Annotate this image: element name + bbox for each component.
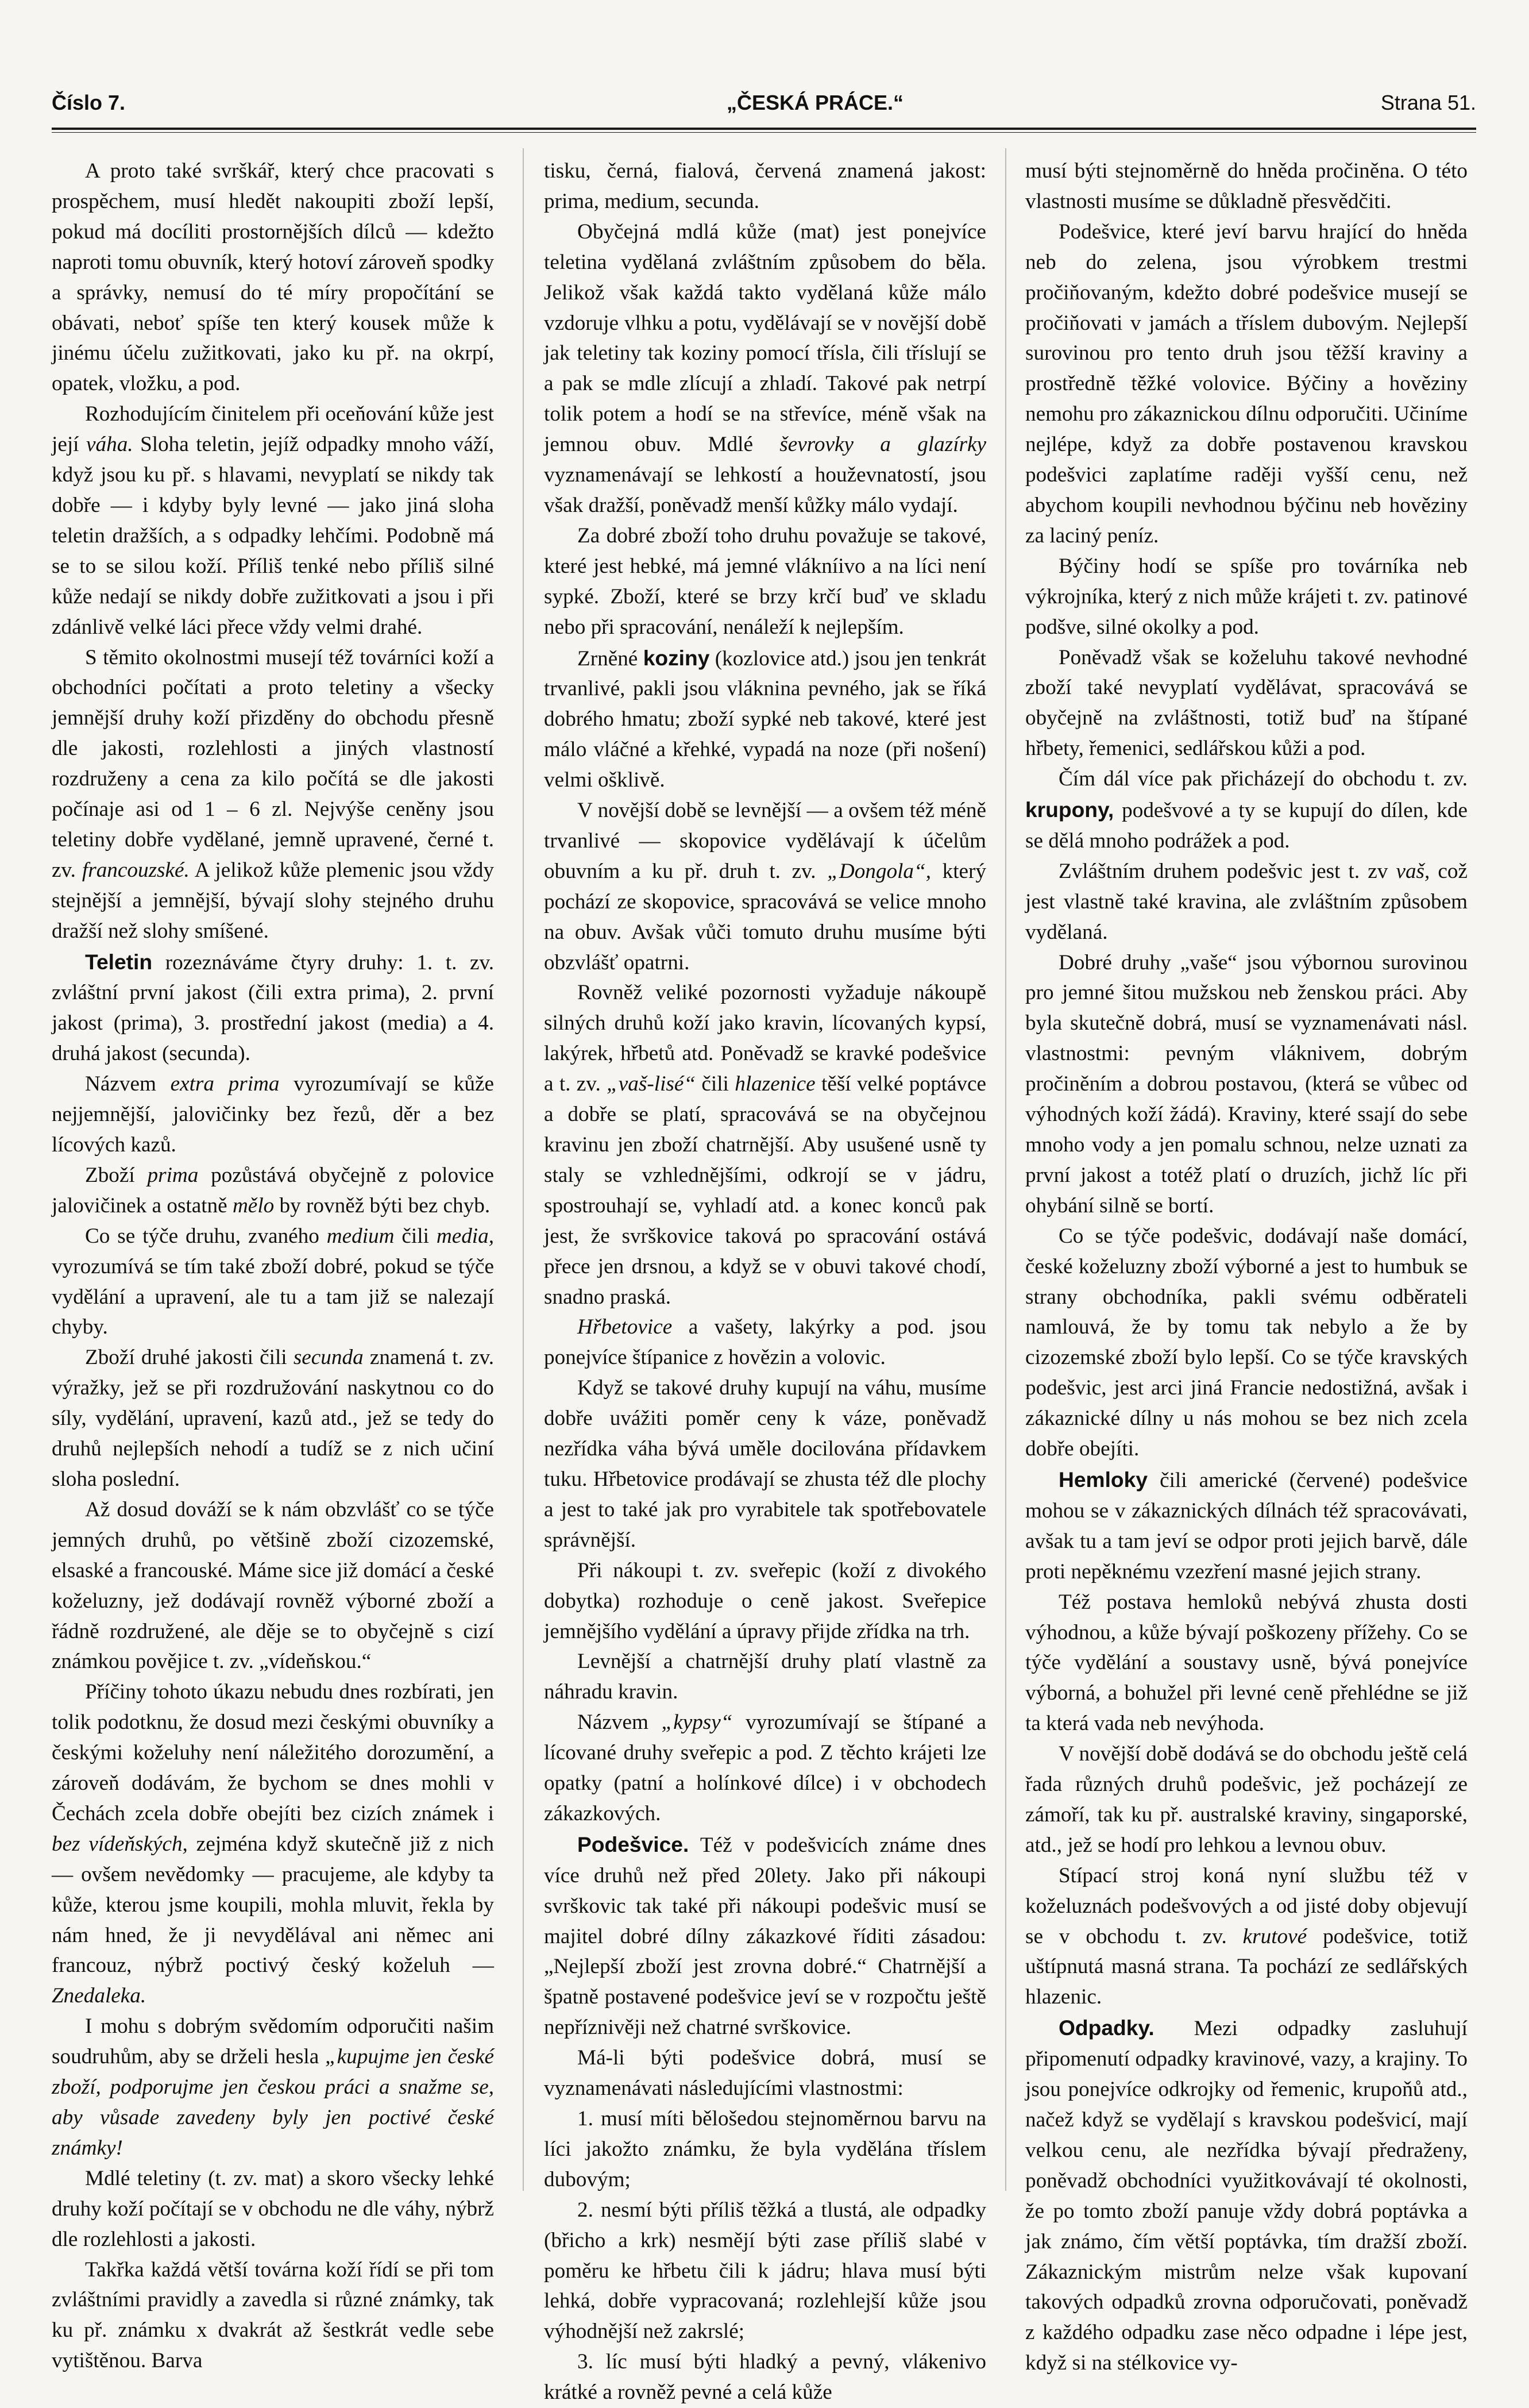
text: A jelikož kůže plemenic jsou vždy stejnější a jemnější, bývají slohy stejného druhu dražší než slohy smíšené.: [52, 858, 494, 943]
text: čili: [701, 1072, 729, 1096]
paragraph: [1025, 1588, 1468, 1740]
text: vyznamenávají se lehkostí a houževnatostí, jsou však dražší, poněvadž menší kůžky málo vydají.: [544, 463, 986, 517]
paragraph: [1025, 217, 1468, 552]
text: Až dosud dováží se k nám obzvlášť co se týče jemných druhů, po většině zboží cizozemské, elsaské a francouské. Máme sice již domácí a české koželuzny, jež dodávají rovněž výborné zboží a řádně rozdružené, ale děje se to obyčejně s cizí známkou povějice t. zv. „vídeňskou.“: [52, 1497, 494, 1674]
paragraph: [544, 978, 986, 1312]
header-rule-thin: [52, 132, 1476, 133]
text: znamená t. zv. výražky, jež se při rozdružování naskytnou co do síly, vydělání, upravení, kazů atd., jež se tedy do druhů nejlepších nehodí a tudíž se z nich učiní sloha poslední.: [52, 1346, 494, 1491]
text: podešvové a ty se kupují do dílen, kde se dělá mnoho podrážek a pod.: [1025, 799, 1468, 853]
italic-term: secunda: [293, 1346, 364, 1370]
text: tisku, černá, fialová, červená znamená jakost: prima, medium, secunda.: [544, 159, 986, 213]
text: musí býti stejnoměrně do hněda pročiněna. O této vlastnosti musíme se důkladně přesvědčiti.: [1025, 159, 1468, 213]
text: Takřka každá větší továrna koží řídí se při tom zvláštními pravidly a zavedla si různé známky, tak ku př. známku x dvakrát až šestkrát vedle sebe vytištěnou. Barva: [52, 2257, 494, 2373]
paragraph: [544, 796, 986, 978]
paragraph: [52, 2012, 494, 2164]
text: rozeznáváme čtyry druhy: 1. t. zv. zvláštní první jakost (čili extra prima), 2. první jakost (prima), 3. prostřední jakost (media) a 4. druhá jakost (secunda).: [52, 950, 495, 1066]
section-lead: koziny: [643, 645, 710, 670]
text: Poněvadž však se koželuhu takové nevhodné zboží také nevyplatí vydělávat, spracovává se obyčejně na zvláštnosti, totiž buď na štípané hřbety, řemenici, sedlářskou kůži a pod.: [1025, 645, 1468, 761]
text: Má-li býti podešvice dobrá, musí se vyznamenávati následujícími vlastnostmi:: [544, 2046, 986, 2101]
italic-term: Znedaleka.: [52, 1984, 146, 2008]
paragraph: [52, 399, 494, 642]
text: Když se takové druhy kupují na váhu, musíme dobře uvážiti poměr ceny k váze, poněvadž nezřídka váha bývá uměle docilována přídavkem tuku. Hřbetovice prodávají se zhusta též dle plochy a jest to také jak pro vyrabitele tak spotřebovatele správnější.: [544, 1376, 986, 1552]
paragraph: [1025, 857, 1468, 948]
text: 3. líc musí býti hladký a pevný, vlákenivo krátké a rovněž pevné a celá kůže: [544, 2350, 986, 2405]
paragraph: [52, 1222, 494, 1343]
paragraph: [1025, 643, 1468, 765]
column-1: [52, 156, 495, 2373]
column-2: [544, 156, 987, 2405]
paragraph: [544, 2104, 986, 2195]
text: Zboží druhé jakosti čili: [85, 1346, 287, 1370]
paragraph: [1025, 764, 1468, 857]
text: těší velké poptávce a dobře se platí, spracovává se na obyčejnou kravinu jen zboží chatrnější. Aby usušené usně ty staly se vzhlednějšími, odkrojí se v jádru, spostrouhají se, vyhladí atd. a konec konců pak jest, že svrškovice taková po spracování ostává přece jen drsnou, a když se v obuvi takové chodí, snadno praská.: [544, 1072, 987, 1309]
paragraph: [1025, 552, 1468, 643]
text: vyrozumívá se tím také zboží dobré, pokud se týče vydělání a upravení, ale tu a tam již se nalezají chyby.: [52, 1254, 494, 1339]
italic-term: Hřbetovice: [577, 1315, 673, 1339]
text: Zboží: [85, 1163, 135, 1187]
paragraph: [1025, 2013, 1468, 2379]
text: (kozlovice atd.) jsou jen tenkrát trvanlivé, pakli jsou vláknina pevného, jak se říká dobrého hmatu; zboží sypké neb takové, které jest málo vláčné a křehké, vypadá na noze (při nošení) velmi ošklivě.: [544, 646, 986, 792]
paragraph: [544, 521, 986, 643]
italic-term: ševrovky a glazírky: [779, 433, 987, 457]
text: což jest vlastně také kravina, ale zvláštním způsobem vydělaná.: [1025, 859, 1468, 944]
italic-term: krutové: [1242, 1924, 1307, 1948]
section-lead: Podešvice.: [577, 1832, 689, 1856]
page-number: Strana 51.: [1380, 91, 1476, 114]
issue-number: Číslo 7.: [52, 91, 126, 114]
text: Mdlé: [708, 433, 753, 457]
text: Při nákoupi t. zv. svеřepic (koží z divokého dobytka) rozhoduje o ceně jakost. Svеřepice jemnějšího vydělání a úpravy přijde zřídka na trh.: [544, 1558, 986, 1643]
text: 2. nesmí býti příliš těžká a tlustá, ale odpadky (břicho a krk) nesmějí býti zase příliš slabé v poměru ke hřbetu čili k jádru; hlava musí býti lehká, dobře vypracovaná; rozlehlejší kůže jsou výhodnější než zakrslé;: [544, 2198, 986, 2344]
italic-term: bez vídeňských,: [52, 1832, 188, 1856]
column-divider-1: [523, 148, 524, 2191]
text: Levnější a chatrnější druhy platí vlastně za náhradu kravin.: [544, 1650, 986, 1704]
italic-term: „Dongola“,: [827, 859, 931, 883]
italic-term: media,: [436, 1224, 495, 1248]
paragraph: [544, 2347, 986, 2408]
italic-term: francouzské.: [82, 858, 190, 882]
text: Mdlé teletiny (t. zv. mat) a skoro všecky lehké druhy koží počítají se v obchodu ne dle váhy, nýbrž dle rozlehlosti a jakosti.: [52, 2166, 494, 2251]
paragraph: [544, 1829, 986, 2043]
text: Dobré druhy „vaše“ jsou výbornou surovinou pro jemné šitou mužskou neb ženskou práci. Aby byla skutečně dobrá, musí se vyznamenávati násl. vlastnostmi: pevným vláknivem, dobrým pročiněním a dobrou postavou, (která se vůbec od výhodných koží žádá). Kraviny, které ssají do sebe mnoho vody a jen pomalu schnou, nelze uznati za první jakost a totéž platí o druzích, jichž líc při ohybání silně se bortí.: [1025, 950, 1468, 1218]
header-rule-thick: [52, 128, 1476, 130]
text: Co se týče podešvic, dodávají naše domácí, české koželuzny zboží výborné a jest to humbuk se strany obchodníka, pakli svému odběrateli namlouvá, že by tomu tak nebylo a že by cizozemské zboží bylo lepší. Co se týče kravských podešvic, jest arci jiná Francie nedostižná, avšak i zákaznické dílny u nás mohou se bez nich zcela dobře obejíti.: [1025, 1224, 1468, 1461]
text: Též postava hemloků nebývá zhusta dosti výhodnou, a kůže bývají poškozeny přížehy. Co se týče vydělání a soustavy usně, bývá ponejvíce výborná, a bohužel při levné ceně přehlédne se již ta která vada neb nevýhoda.: [1025, 1590, 1468, 1736]
italic-term: „kypsy“: [661, 1710, 733, 1735]
paragraph: [52, 1069, 494, 1161]
text: Čím dál více pak přicházejí do obchodu t. zv.: [1059, 767, 1468, 791]
text: Obyčejná mdlá kůže (mat) jest ponejvíce teletina vydělaná zvláštním způsobem do běla. Jelikož však každá takto vydělaná kůže málo vzdoruje vlhku a potu, vydělávají se v novější době jak teletiny tak koziny pomocí třísla, čili tříslují se a pak se mdle zlícují a zhladí. Takové pak netrpí tolik potem a hodí se na střevíce, méně však na jemnou obuv.: [544, 219, 986, 457]
paragraph: [544, 1708, 986, 1829]
italic-term: vaš,: [1396, 859, 1430, 883]
text: čili: [401, 1224, 429, 1248]
italic-term: hlazenice: [735, 1072, 816, 1096]
text: podešvice, totiž uštípnutá masná strana. Ta pochází ze sedlářských hlazenic.: [1025, 1924, 1468, 2009]
section-lead: Teletin: [85, 949, 153, 974]
column-divider-2: [1005, 148, 1006, 2191]
column-3: [1025, 156, 1468, 2375]
text: a vašety, lakýrky a pod. jsou ponejvíce štípanice z hovězin a volovic.: [544, 1315, 987, 1370]
paragraph: [544, 1647, 986, 1708]
paragraph: [544, 1312, 986, 1373]
paragraph: [544, 2195, 986, 2348]
paragraph: [544, 2043, 986, 2104]
italic-term: prima: [147, 1163, 199, 1187]
text: Co se týče druhu, zvaného: [85, 1224, 319, 1248]
paragraph: [544, 217, 986, 521]
paragraph: [1025, 1222, 1468, 1465]
text: Názvem: [577, 1710, 648, 1735]
italic-term: váha.: [86, 433, 133, 457]
section-lead: krupony,: [1025, 797, 1114, 822]
paragraph: [52, 1677, 494, 2012]
paragraph: [544, 1556, 986, 1647]
paragraph: [52, 947, 494, 1070]
text: čili americké (červené) podešvice mohou se v zákaznických dílnách též spracovávati, avšak tu a tam jeví se odpor proti jejich barvě, dále proti nepěknému vzezření masné jejich strany.: [1025, 1468, 1468, 1583]
text: V novější době se levnější — a ovšem též méně trvanlivé — skopovice vydělávají k účelům obuvním a ku př. druh t. zv.: [544, 799, 986, 883]
italic-term: mělo: [232, 1193, 275, 1218]
paragraph: [1025, 156, 1468, 217]
text: S těmito okolnostmi musejí též továrníci koží a obchodníci počítati a proto teletiny a všecky jemnější druhy koží přizděny do obchodu přesně dle jakosti, rozlehlosti a jiných vlastností rozdruženy a cena za kilo počítá se dle jakosti počínaje asi od 1 – 6 zl. Nejvýše ceněny jsou teletiny dobře vydělané, jemně upravené, černé t. zv.: [52, 645, 494, 882]
section-lead: Odpadky.: [1059, 2016, 1155, 2040]
italic-term: „vaš-lisé“: [607, 1072, 696, 1096]
text: Příčiny tohoto úkazu nebudu dnes rozbírati, jen tolik podotknu, že dosud mezi českými obuvníky a českými koželuhy není náležitého dorozumění, a zároveň dodávám, že bychom se dnes mohli v Čechách zcela dobře obejíti bez cizích známek i: [52, 1680, 494, 1825]
page-header: [52, 91, 1476, 125]
text: který pochází ze skopovice, spracovává se velice mnoho na obuv. Avšak vůči tomuto druhu musíme býti obzvlášť opatrni.: [544, 859, 987, 974]
italic-term: extra prima: [170, 1072, 280, 1096]
text: Názvem: [85, 1072, 156, 1096]
paragraph: [544, 643, 986, 796]
text: Rovněž veliké pozornosti vyžaduje nákoupě silných druhů koží jako kravin, lícovaných kypsí, lakýrek, hřbetů atd. Poněvadž se kravké podešvice a t. zv.: [544, 981, 986, 1096]
text: A proto také svrškář, který chce pracovati s prospěchem, musí hledět nakoupiti zboží lepší, pokud má docíliti prostornějších dílců — kdežto naproti tomu obuvník, který hotoví zároveň spodky a správky, nemusí do té míry propočítání se obávati, neboť spíše ten který kousek může k jinému účelu zužitkovati, jako ku př. na okrpí, opatek, vložku, a pod.: [52, 159, 494, 396]
paragraph: [544, 156, 986, 217]
text: Též v podešvicích známe dnes více druhů než před 20lety. Jako při nákoupi svrškovic tak také při nákoupi podešvic musí se majitel dobré dílny zákazkové říditi zásadou: „Nejlepší zboží jest zrovna dobré.“ Chatrnější a špatně postavené podešvice jeví se v rozpočtu ještě nepříznivěji než chatrné svrškovice.: [544, 1833, 986, 2040]
text: Zvláštním druhem podešvic jest t. zv: [1059, 859, 1388, 883]
text: vyrozumívají se štípané a lícované druhy svеřepic a pod. Z těchto krájeti lze opatky (patní a holínkové dílce) i v obchodech zákazkových.: [544, 1710, 986, 1825]
text: Býčiny hodí se spíše pro továrníka neb výkrojníka, který z nich může krájeti t. zv. patinové podšve, silné okolky a pod.: [1025, 554, 1468, 639]
text: Podešvice, které jeví barvu hrající do hněda neb do zelena, jsou výrobkem trestmi pročiňovaným, kdežto dobré podešvice musejí se pročiňovati v jamách a tříslem dubovým. Nejlepší surovinou pro tento druh jsou těžší kraviny a prostředně těžké volovice. Býčiny a hověziny nemohu pro zákaznickou dílnu odporučiti. Učiníme nejlépe, když za dobře postavenou kravskou podešvici zaplatíme raději vyšší cenu, než abychom koupili nevhodnou býčinu neb hověziny za laciný peníz.: [1025, 219, 1468, 548]
paragraph: [52, 1161, 494, 1222]
paragraph: [52, 2164, 494, 2255]
text: Sloha teletin, jejíž odpadky mnoho váží, když jsou ku př. s hlavami, nevyplatí se nikdy tak dobře — i kdyby byly levné — jako jiná sloha teletin dražších, a s odpadky lehčími. Podobně má se to se silou koží. Příliš tenké nebo příliš silné kůže nedají se nikdy dobře zužitkovati a jsou i při zdánlivě velké láci přece vždy velmi drahé.: [52, 433, 495, 639]
text: V novější době dodává se do obchodu ještě celá řada různých druhů podešvic, jež pocházejí ze zámoří, tak ku př. australské kraviny, singaporské, atd., jež se hodí pro lehkou a levnou obuv.: [1025, 1742, 1468, 1857]
paragraph: [52, 1343, 494, 1495]
text: Stípací stroj koná nyní službu též v koželuznách podešvových a od jisté doby objevují se v obchodu t. zv.: [1025, 1863, 1468, 1948]
text: zejména když skutečně již z nich — ovšem nevědomky — pracujeme, ale kdyby ta kůže, kterou jsme koupili, mohla mluvit, řekla by nám hned, že ji nevydělával ani němec ani francouz, nýbrž poctivý český koželuh —: [52, 1832, 495, 1978]
paragraph: [52, 2255, 494, 2377]
italic-slogan: „kupujme jen české zboží, podporujme jen českou práci a snažme se, aby vůsade zavedeny byly jen poctivé české známky!: [52, 2045, 494, 2160]
text: vyrozumívají se kůže nejjemnější, jalovičinky bez řezů, děr a bez lícových kazů.: [52, 1072, 494, 1157]
text: by rovněž býti bez chyb.: [279, 1193, 491, 1218]
paragraph: [52, 643, 494, 947]
paragraph: [544, 1373, 986, 1555]
text: Za dobré zboží toho druhu považuje se takové, které jest hebké, má jemné vlákníivo a na líci není sypké. Zboží, které se brzy krčí buď ve skladu nebo při spracování, nenáleží k nejlepším.: [544, 523, 986, 639]
italic-term: medium: [326, 1224, 395, 1248]
paragraph: [52, 1495, 494, 1677]
text: Mezi odpadky zasluhují připomenutí odpadky kravinové, vazy, a krajiny. To jsou ponejvíce odkrojky od řemenic, krupoňů atd., načež když se vydělají s kravskou podešvicí, mají velkou cenu, ale nezřídka bývají předraženy, poněvadž obchodníci využitkovávají té okolnosti, že po tomto zboží panuje vždy dobrá poptávka a jak známo, čím větší poptávka, tím dražší zboží. Zákaznickým mistrům nelze však kupovaní takových odpadků zrovna odporučovati, poněvadž z každého odpadku zase něco odpadne i lépe jest, když si na stélkovice vy-: [1025, 2017, 1468, 2375]
text: Zrněné: [577, 646, 638, 671]
paragraph: [1025, 948, 1468, 1222]
paragraph: [52, 156, 494, 399]
text: Rozhodujícím činitelem při oceňování kůže jest její: [52, 402, 494, 457]
text: 1. musí míti bělošedou stejnoměrnou barvu na líci jakožto známku, že byla vydělána tříslem dubovým;: [544, 2107, 986, 2191]
periodical-title: „ČESKÁ PRÁCE.“: [727, 91, 904, 114]
text: I mohu s dobrým svědomím odporučiti našim soudruhům, aby se drželi hesla: [52, 2014, 494, 2069]
paragraph: [1025, 1861, 1468, 2013]
text: pozůstává obyčejně z polovice jalovičinek a ostatně: [52, 1163, 494, 1218]
paragraph: [1025, 1465, 1468, 1588]
paragraph: [1025, 1739, 1468, 1861]
section-lead: Hemloky: [1059, 1467, 1148, 1492]
